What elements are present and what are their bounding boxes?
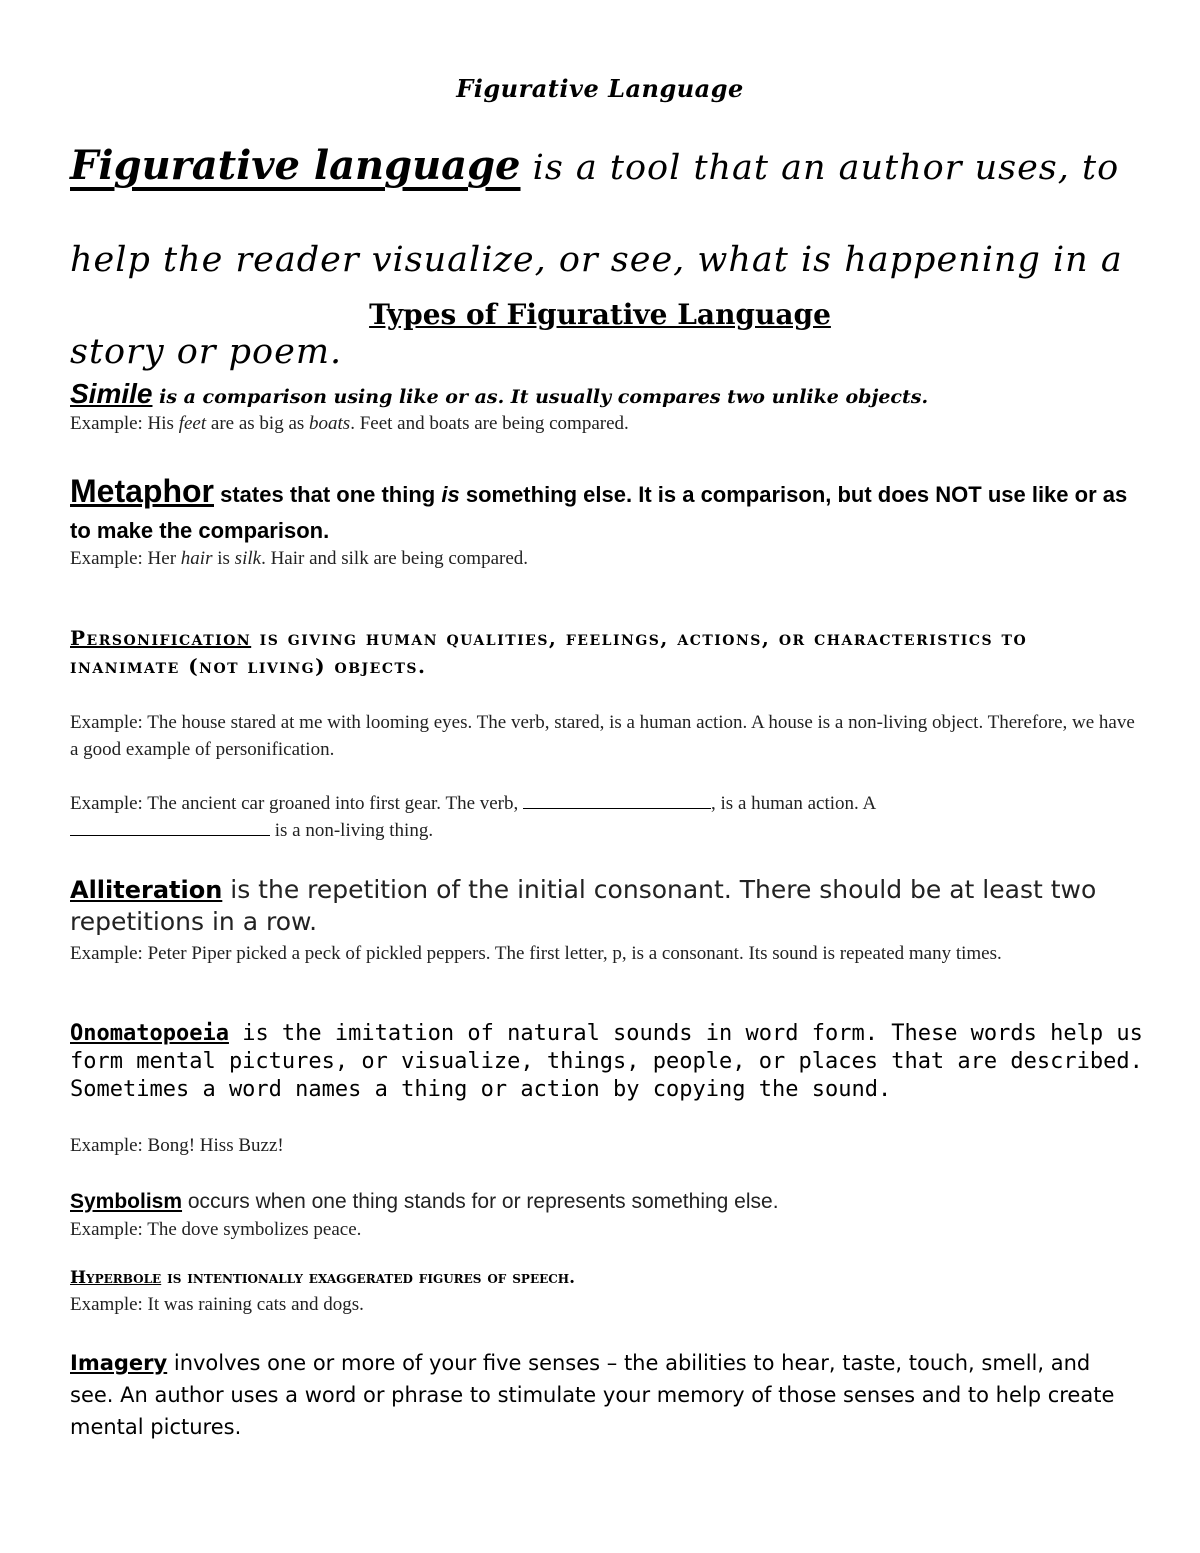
metaphor-example-mid: is xyxy=(212,548,235,569)
onomatopoeia-term: Onomatopoeia xyxy=(70,1021,229,1046)
simile-example-suffix: . Feet and boats are being compared. xyxy=(350,413,629,434)
simile-example-mid: are as big as xyxy=(206,413,310,434)
personification-example-2c: is a non-living thing. xyxy=(270,820,434,841)
types-heading: Types of Figurative Language xyxy=(369,298,831,331)
simile-example-word2: boats xyxy=(309,413,351,434)
onomatopoeia-definition xyxy=(70,1020,1150,1104)
symbolism-example: Example: The dove symbolizes peace. xyxy=(70,1219,362,1240)
personification-definition-text: is giving human qualities, feelings, actions, or characteristics to inanimate (not living) objects. xyxy=(70,626,1028,678)
symbolism-definition-text: occurs when one thing stands for or represents something else. xyxy=(182,1190,779,1213)
onomatopoeia-example: Example: Bong! Hiss Buzz! xyxy=(70,1135,284,1156)
hyperbole-term: Hyperbole xyxy=(70,1268,162,1288)
intro-term: Figurative language xyxy=(70,142,521,189)
alliteration-term: Alliteration xyxy=(70,876,223,904)
alliteration-example-prefix: Example: xyxy=(70,943,148,964)
metaphor-example-word1: hair xyxy=(180,548,213,569)
personification-term: Personification xyxy=(70,626,252,650)
alliteration-example-suffix: The first letter, p, is a consonant. Its sound is repeated many times. xyxy=(490,943,1002,964)
metaphor-definition xyxy=(70,473,1135,549)
metaphor-definition-b: something else. It is a comparison, but does NOT use like or as to make the comparison. xyxy=(70,482,1128,543)
personification-example-2 xyxy=(70,790,1135,844)
intro-text: is a tool that an author uses, to help the reader visualize, or see, what is happening in a story or poem. xyxy=(70,148,1123,372)
document-title: Figurative Language xyxy=(456,74,744,103)
symbolism-term: Symbolism xyxy=(70,1190,183,1213)
metaphor-example-suffix: . Hair and silk are being compared. xyxy=(261,548,529,569)
simile-definition-text: is a comparison using like or as. It usually compares two unlike objects. xyxy=(152,386,929,408)
metaphor-term: Metaphor xyxy=(70,473,214,509)
simile-example xyxy=(70,410,1135,437)
symbolism-definition xyxy=(70,1187,1135,1217)
imagery-definition-text: involves one or more of your five senses – the abilities to hear, taste, touch, smell, and see. An author uses a word or phrase to stimulate your memory of those senses and to help create mental pictures. xyxy=(70,1351,1115,1439)
metaphor-example-prefix: Example: Her xyxy=(70,548,181,569)
onomatopoeia-definition-text: is the imitation of natural sounds in word form. These words help us form mental pictures, or visualize, things, people, or places that are described. Sometimes a word names a thing or action by copying the sound. xyxy=(70,1021,1143,1102)
metaphor-definition-is: is xyxy=(441,482,460,507)
personification-definition xyxy=(70,624,1135,680)
metaphor-example xyxy=(70,545,1135,572)
metaphor-example-word2: silk xyxy=(234,548,262,569)
noun-blank[interactable] xyxy=(70,817,270,836)
alliteration-example-sentence: Peter Piper picked a peck of pickled peppers. xyxy=(147,943,491,964)
hyperbole-definition xyxy=(70,1265,1135,1291)
imagery-term: Imagery xyxy=(70,1351,168,1375)
personification-example-2b: , is a human action. A xyxy=(711,793,877,814)
imagery-definition xyxy=(70,1347,1135,1443)
alliteration-definition xyxy=(70,874,1135,938)
simile-example-word1: feet xyxy=(178,413,207,434)
personification-example-1: Example: The house stared at me with looming eyes. The verb, stared, is a human action. A house is a non-living object. Therefore, we have a good example of personification. xyxy=(70,712,1135,760)
personification-example-2a: Example: The ancient car groaned into first gear. The verb, xyxy=(70,793,524,814)
metaphor-definition-a: states that one thing xyxy=(214,482,442,507)
intro-paragraph xyxy=(70,120,1150,398)
alliteration-example xyxy=(70,940,1135,967)
hyperbole-definition-text: is intentionally exaggerated figures of speech. xyxy=(161,1268,576,1288)
hyperbole-example: Example: It was raining cats and dogs. xyxy=(70,1294,364,1315)
alliteration-definition-text: is the repetition of the initial consonant. There should be at least two repetitions in a row. xyxy=(70,875,1097,936)
simile-term: Simile xyxy=(70,378,153,409)
simile-example-prefix: Example: His xyxy=(70,413,179,434)
verb-blank[interactable] xyxy=(523,790,711,809)
